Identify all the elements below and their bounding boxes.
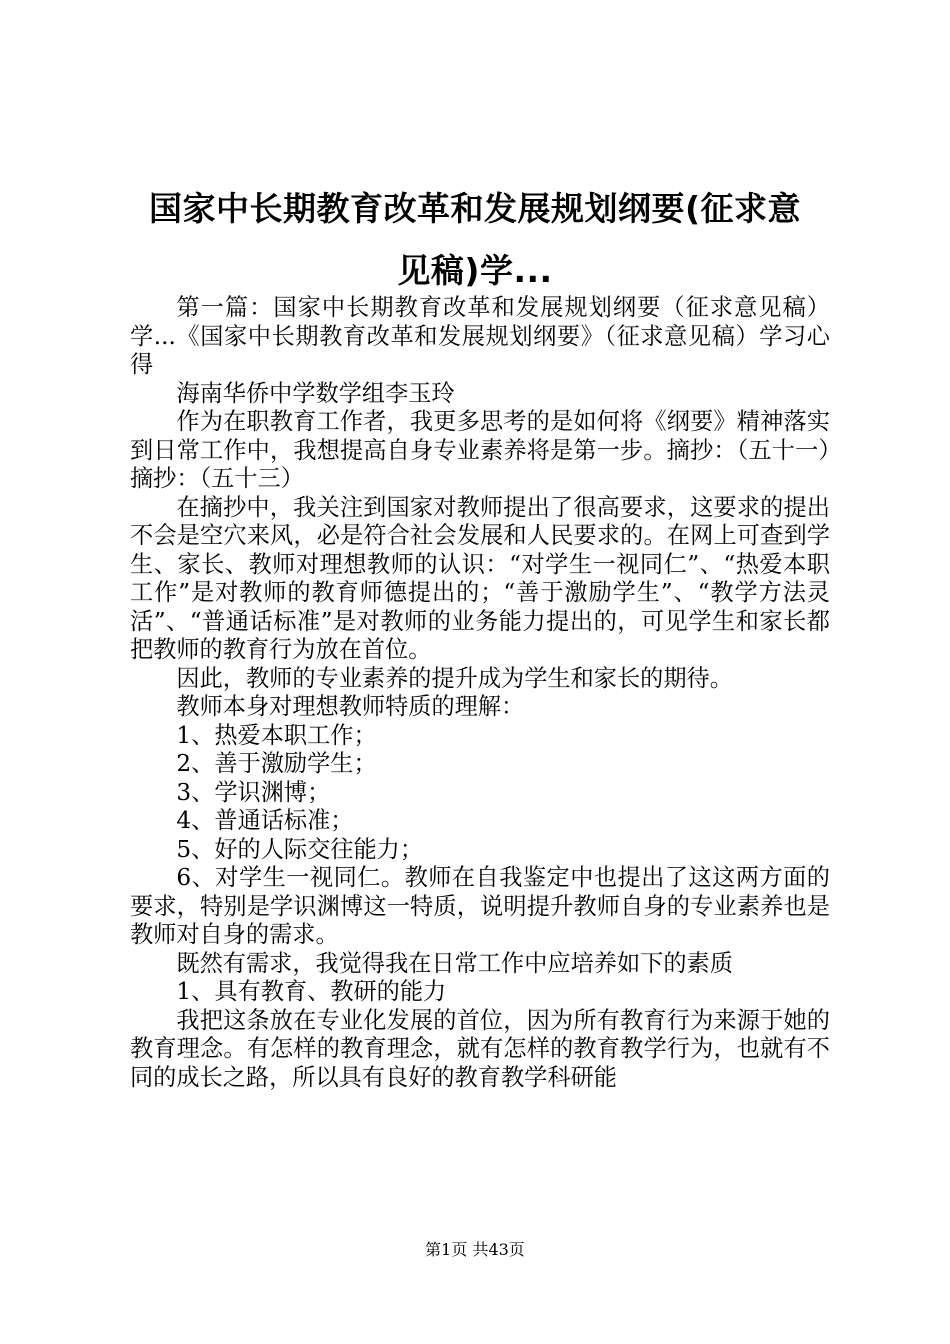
section-heading: 1、具有教育、教研的能力	[176, 978, 447, 1005]
list-item: 3、学识渊博；	[176, 778, 331, 806]
document-title	[120, 178, 830, 302]
list-item: 5、好的人际交往能力；	[176, 835, 424, 863]
paragraph: 作为在职教育工作者，我更多思考的是如何将《纲要》精神落实到日常工作中，我想提高自身专业素养将是第一步。摘抄：（五十一）摘抄：（五十三）	[130, 408, 830, 492]
paragraph: 我把这条放在专业化发展的首位，因为所有教育行为来源于她的教育理念。有怎样的教育理念，就有怎样的教育教学行为，也就有不同的成长之路，所以具有良好的教育教学科研能	[130, 1006, 830, 1091]
paragraph: 既然有需求，我觉得我在日常工作中应培养如下的素质	[176, 949, 733, 977]
title-line-2: 见稿)学...	[397, 251, 553, 290]
document-body	[130, 294, 830, 1092]
page-footer: 第1页 共43页	[425, 1240, 525, 1259]
list-item: 2、善于激励学生；	[176, 750, 377, 777]
title-line-1: 国家中长期教育改革和发展规划纲要(征求意	[148, 189, 802, 228]
list-item: 4、普通话标准；	[176, 807, 354, 834]
paragraph: 在摘抄中，我关注到国家对教师提出了很高要求，这要求的提出不会是空穴来风，必是符合社会发展和人民要求的。在网上可查到学生、家长、教师对理想教师的认识：“对学生一视同仁”、“热爱本职工作”是对教师的教育师德提出的；“善于激励学生”、“教学方法灵活”、“普通话标准”是对教师的业务能力提出的，可见学生和家长都把教师的教育行为放在首位。	[130, 493, 830, 663]
list-item: 6、对学生一视同仁。教师在自我鉴定中也提出了这这两方面的要求，特别是学识渊博这一特质，说明提升教师自身的专业素养也是教师对自身的需求。	[130, 864, 830, 948]
paragraph: 第一篇：国家中长期教育改革和发展规划纲要（征求意见稿）学...《国家中长期教育改革和发展规划纲要》（征求意见稿）学习心得	[130, 294, 830, 378]
list-item: 1、热爱本职工作；	[176, 721, 377, 749]
paragraph: 因此，教师的专业素养的提升成为学生和家长的期待。	[176, 664, 733, 692]
paragraph: 教师本身对理想教师特质的理解：	[176, 693, 525, 720]
author-line: 海南华侨中学数学组李玉玲	[176, 379, 455, 407]
